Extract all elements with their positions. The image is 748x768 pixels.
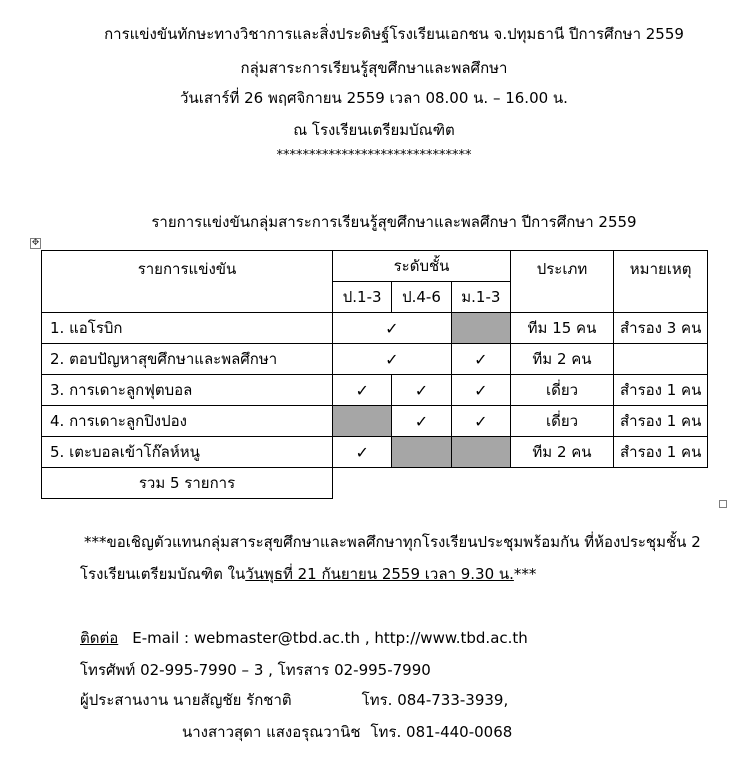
coordinator1-phone: โทร. 084-733-3939, xyxy=(361,691,509,709)
level-check xyxy=(392,406,451,437)
level-check xyxy=(333,437,392,468)
check-icon: ✓ xyxy=(474,349,488,369)
coordinator-line1 xyxy=(80,690,508,710)
coordinator2-name: นางสาวสุดา แสงอรุณวานิช xyxy=(182,723,361,741)
coordinator1-name: ผู้ประสานงาน นายสัญชัย รักชาติ xyxy=(80,691,292,709)
level-m1-3: ม.1-3 xyxy=(451,282,510,313)
event-type: ทีม 2 คน xyxy=(511,344,614,375)
header-star-divider: ****************************** xyxy=(276,148,472,163)
level-disabled xyxy=(451,437,510,468)
event-note xyxy=(614,344,708,375)
header-level: ระดับชั้น xyxy=(333,251,511,282)
header-type: ประเภท xyxy=(511,251,614,313)
competition-table xyxy=(41,250,708,499)
check-icon: ✓ xyxy=(385,318,399,338)
coordinator-line2 xyxy=(182,722,512,742)
check-icon: ✓ xyxy=(414,380,429,400)
level-check xyxy=(451,406,510,437)
event-name: 4. การเดาะลูกปิงปอง xyxy=(42,406,333,437)
header-date-time: วันเสาร์ที่ 26 พฤศจิกายน 2559 เวลา 08.00 น. – 16.00 น. xyxy=(180,89,568,107)
event-note: สำรอง 1 คน xyxy=(614,437,708,468)
contact-phone: โทรศัพท์ 02-995-7990 – 3 , โทรสาร 02-995-7990 xyxy=(80,661,431,679)
event-type: เดี่ยว xyxy=(511,406,614,437)
event-name: 2. ตอบปัญหาสุขศึกษาและพลศึกษา xyxy=(42,344,333,375)
check-icon: ✓ xyxy=(355,380,369,400)
table-row xyxy=(42,313,708,344)
header-title-line1: การแข่งขันทักษะทางวิชาการและสิ่งประดิษฐ์โรงเรียนเอกชน จ.ปทุมธานี ปีการศึกษา 2559 xyxy=(104,25,684,43)
event-note: สำรอง 1 คน xyxy=(614,406,708,437)
invite-meeting-date: วันพุธที่ 21 กันยายน 2559 เวลา 9.30 น. xyxy=(245,565,514,583)
table-resize-handle-icon[interactable] xyxy=(719,500,727,508)
total-count: รวม 5 รายการ xyxy=(42,468,333,499)
level-disabled xyxy=(333,406,392,437)
event-name: 3. การเดาะลูกฟุตบอล xyxy=(42,375,333,406)
coordinator2-phone: โทร. 081-440-0068 xyxy=(370,723,513,741)
table-title: รายการแข่งขันกลุ่มสาระการเรียนรู้สุขศึกษาและพลศึกษา ปีการศึกษา 2559 xyxy=(151,213,637,231)
header-subject-group: กลุ่มสาระการเรียนรู้สุขศึกษาและพลศึกษา xyxy=(240,59,508,77)
level-check xyxy=(333,313,452,344)
header-note: หมายเหตุ xyxy=(614,251,708,313)
invite-venue: โรงเรียนเตรียมบัณฑิต ใน xyxy=(80,565,246,583)
table-row xyxy=(42,375,708,406)
check-icon: ✓ xyxy=(355,442,369,462)
event-note: สำรอง 1 คน xyxy=(614,375,708,406)
event-type: ทีม 2 คน xyxy=(511,437,614,468)
level-p1-3: ป.1-3 xyxy=(333,282,392,313)
event-name: 1. แอโรบิก xyxy=(42,313,333,344)
table-row xyxy=(42,437,708,468)
level-disabled xyxy=(451,313,510,344)
level-disabled xyxy=(392,437,451,468)
invite-line2 xyxy=(80,564,536,584)
level-check xyxy=(451,375,510,406)
contact-email-web[interactable]: E-mail : webmaster@tbd.ac.th , http://www.tbd.ac.th xyxy=(132,629,528,647)
invite-line1: ***ขอเชิญตัวแทนกลุ่มสาระสุขศึกษาและพลศึกษาทุกโรงเรียนประชุมพร้อมกัน ที่ห้องประชุมชั้น 2 xyxy=(84,533,701,551)
table-total-row xyxy=(42,468,708,499)
contact-label: ติดต่อ xyxy=(80,629,119,647)
level-check xyxy=(392,375,451,406)
check-icon: ✓ xyxy=(385,349,399,369)
event-note: สำรอง 3 คน xyxy=(614,313,708,344)
event-type: เดี่ยว xyxy=(511,375,614,406)
table-move-handle-icon[interactable]: ✥ xyxy=(31,238,40,248)
header-venue: ณ โรงเรียนเตรียมบัณฑิต xyxy=(293,121,455,139)
level-p4-6: ป.4-6 xyxy=(392,282,451,313)
header-event: รายการแข่งขัน xyxy=(42,251,333,313)
check-icon: ✓ xyxy=(474,380,488,400)
event-name: 5. เตะบอลเข้าโก๊ลห์หนู xyxy=(42,437,333,468)
contact-line xyxy=(80,628,528,648)
table-row xyxy=(42,344,708,375)
check-icon: ✓ xyxy=(414,411,429,431)
table-header-row xyxy=(42,251,708,282)
table-row xyxy=(42,406,708,437)
invite-end-marks: *** xyxy=(513,565,537,583)
level-check xyxy=(333,375,392,406)
level-check xyxy=(451,344,510,375)
check-icon: ✓ xyxy=(474,411,488,431)
event-type: ทีม 15 คน xyxy=(511,313,614,344)
level-check xyxy=(333,344,452,375)
